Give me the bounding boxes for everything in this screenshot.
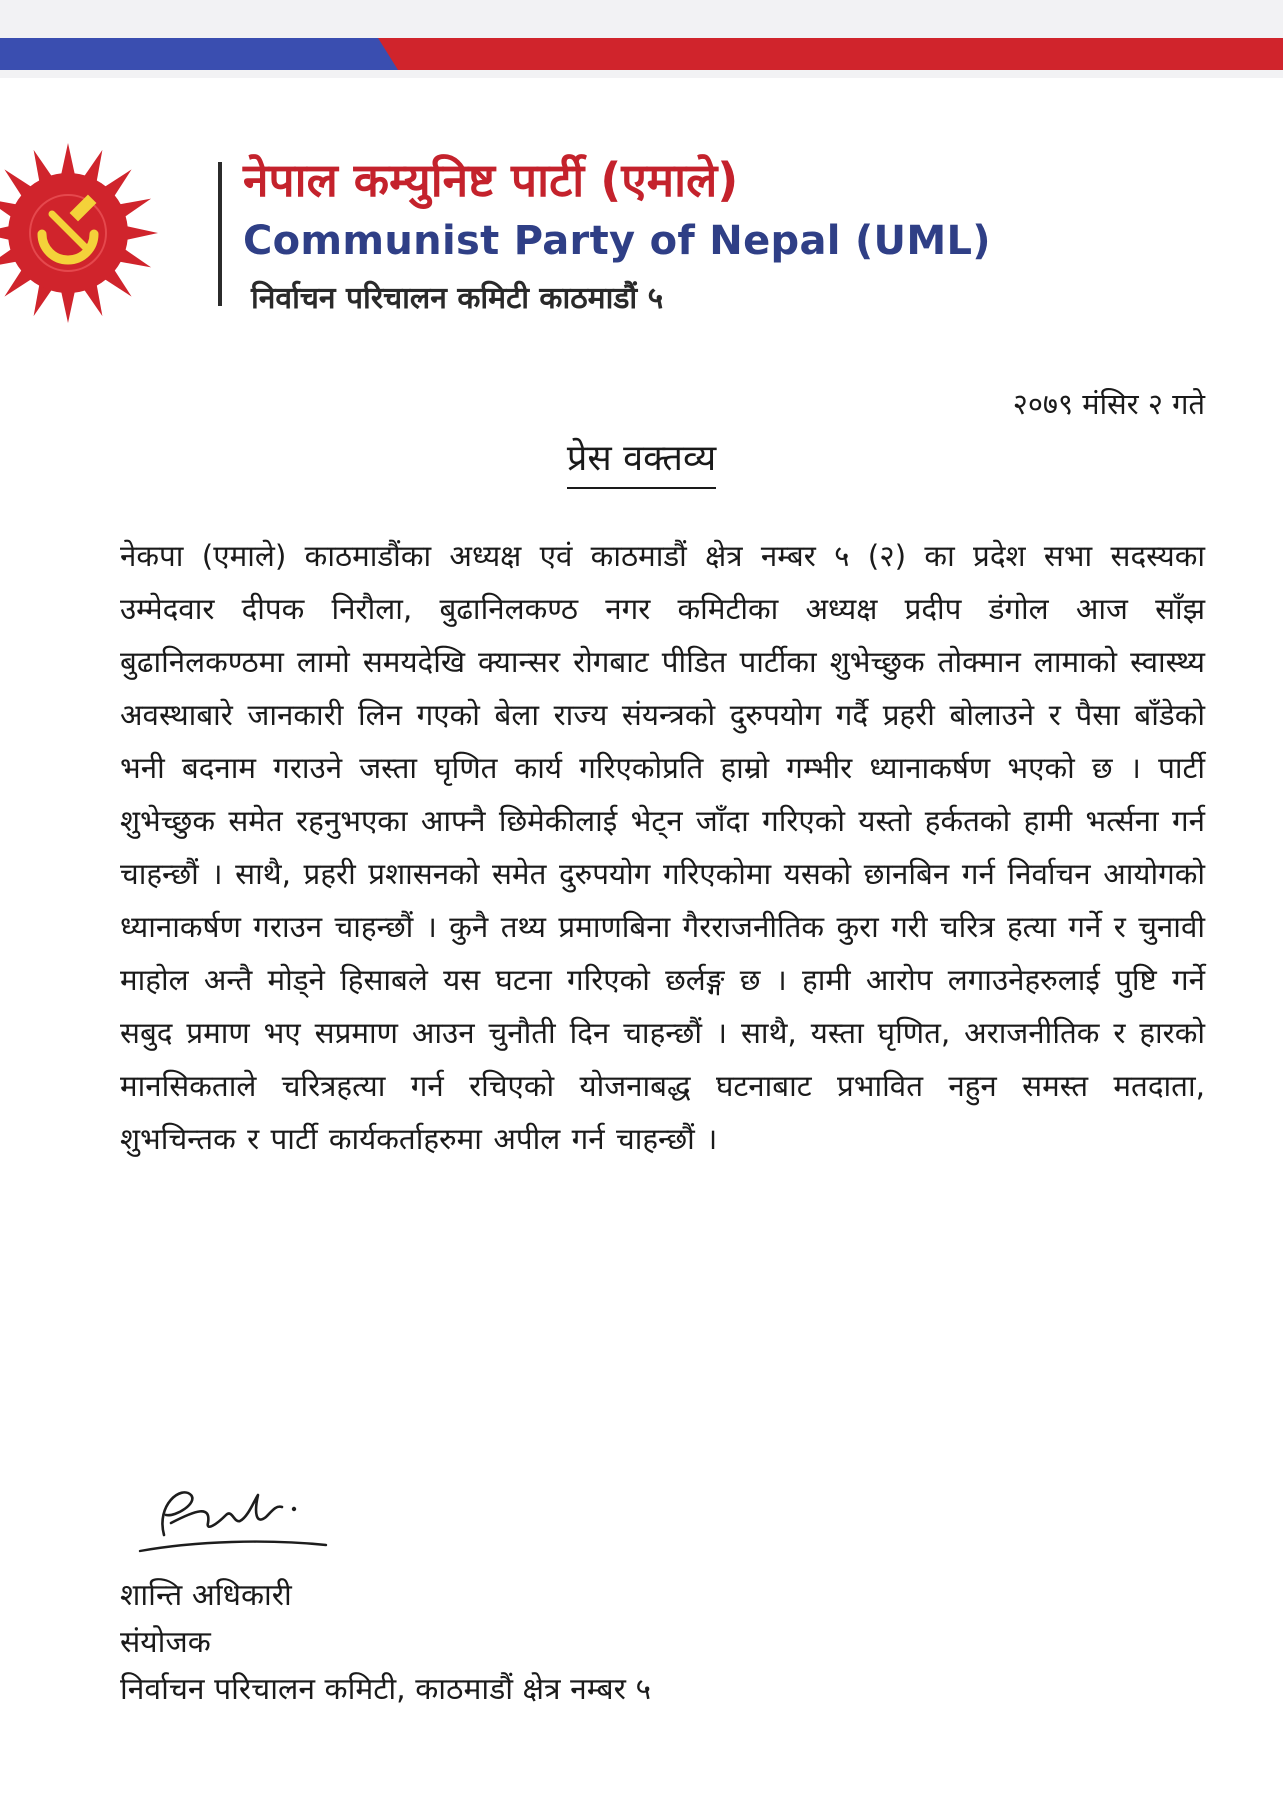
signatory-name: शान्ति अधिकारी <box>120 1578 292 1613</box>
title-container <box>0 432 1283 489</box>
sun-hammer-sickle-emblem-icon <box>0 130 175 335</box>
letter-date: २०७९ मंसिर २ गते <box>1012 387 1205 421</box>
signatory-role: संयोजक <box>120 1625 211 1660</box>
header-divider <box>218 162 222 306</box>
committee-name: निर्वाचन परिचालन कमिटी काठमाडौं ५ <box>251 281 664 316</box>
header-color-band <box>0 0 1283 78</box>
letter-title: प्रेस वक्तव्य <box>567 432 716 489</box>
party-name-english: Communist Party of Nepal (UML) <box>243 218 991 264</box>
signatory-organization: निर्वाचन परिचालन कमिटी, काठमाडौं क्षेत्र नम्बर ५ <box>120 1672 652 1707</box>
letter-body: नेकपा (एमाले) काठमाडौंका अध्यक्ष एवं काठमाडौं क्षेत्र नम्बर ५ (२) का प्रदेश सभा सदस्यका उम्मेदवार दीपक निरौला, बुढानिलकण्ठ नगर कमिटीका अध्यक्ष प्रदीप डंगोल आज साँझ बुढानिलकण्ठमा लामो समयदेखि क्यान्सर रोगबाट पीडित पार्टीका शुभेच्छुक तोक्मान लामाको स्वास्थ्य अवस्थाबारे जानकारी लिन गएको बेला राज्य संयन्त्रको दुरुपयोग गर्दै प्रहरी बोलाउने र पैसा बाँडेको भनी बदनाम गराउने जस्ता घृणित कार्य गरिएकोप्रति हाम्रो गम्भीर ध्यानाकर्षण भएको छ । पार्टी शुभेच्छुक समेत रहनुभएका आफ्नै छिमेकीलाई भेट्न जाँदा गरिएको यस्तो हर्कतको हामी भर्त्सना गर्न चाहन्छौं । साथै, प्रहरी प्रशासनको समेत दुरुपयोग गरिएकोमा यसको छानबिन गर्न निर्वाचन आयोगको ध्यानाकर्षण गराउन चाहन्छौं । कुनै तथ्य प्रमाणबिना गैरराजनीतिक कुरा गरी चरित्र हत्या गर्ने र चुनावी माहोल अन्तै मोड्ने हिसाबले यस घटना गरिएको छर्लङ्ग छ । हामी आरोप लगाउनेहरुलाई पुष्टि गर्ने सबुद प्रमाण भए सप्रमाण आउन चुनौती दिन चाहन्छौं । साथै, यस्ता घृणित, अराजनीतिक र हारको मानसिकताले चरित्रहत्या गर्न रचिएको योजनाबद्ध घटनाबाट प्रभावित नहुन समस्त मतदाता, शुभचिन्तक र पार्टी कार्यकर्ताहरुमा अपील गर्न चाहन्छौं । <box>120 539 1205 1156</box>
signature-image <box>136 1465 336 1555</box>
party-name-nepali: नेपाल कम्युनिष्ट पार्टी (एमाले) <box>243 153 739 207</box>
